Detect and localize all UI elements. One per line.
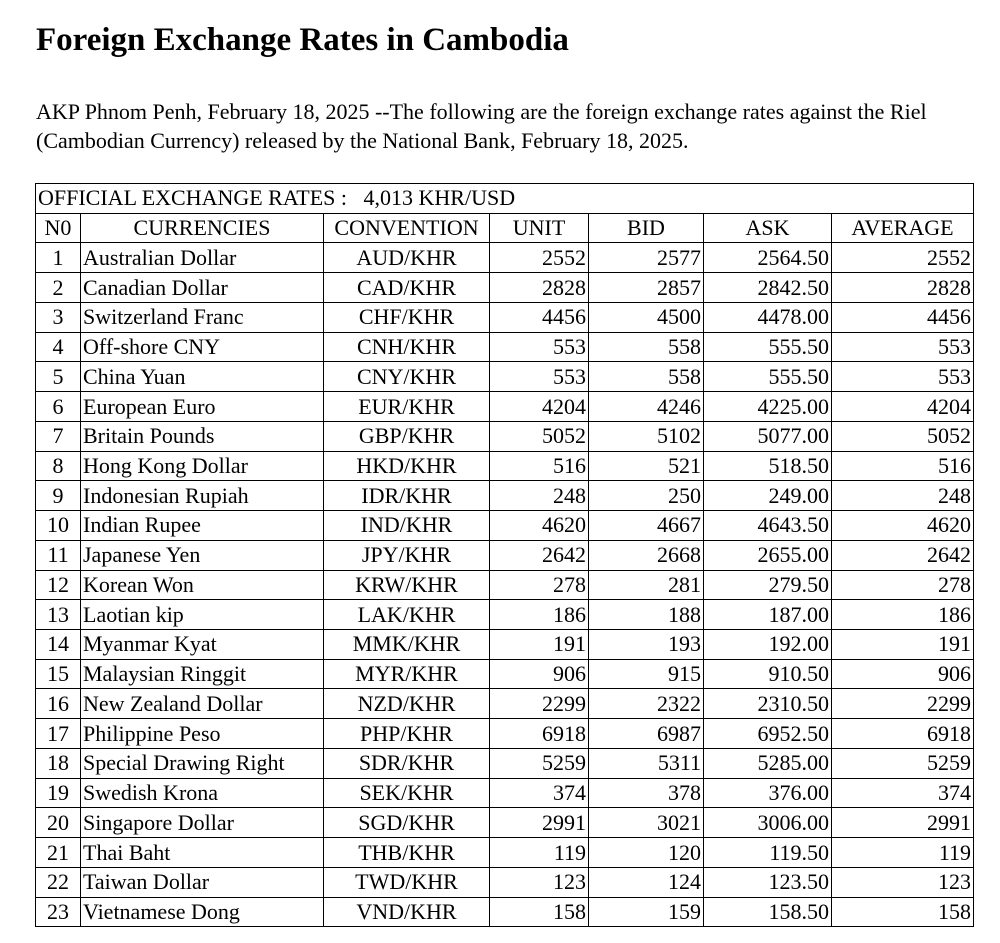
header-no: N0 (36, 213, 81, 243)
table-row (36, 273, 974, 303)
row-number: 9 (36, 481, 81, 511)
exchange-rates-table (35, 183, 974, 927)
convention: LAK/KHR (324, 600, 490, 630)
row-number: 23 (36, 897, 81, 927)
currency-name: Philippine Peso (81, 719, 324, 749)
unit-value: 158 (490, 897, 589, 927)
table-row (36, 659, 974, 689)
unit-value: 5259 (490, 748, 589, 778)
ask-value: 158.50 (704, 897, 832, 927)
table-row (36, 600, 974, 630)
ask-value: 4643.50 (704, 511, 832, 541)
currency-name: Britain Pounds (81, 421, 324, 451)
average-value: 4204 (832, 392, 974, 422)
row-number: 6 (36, 392, 81, 422)
average-value: 4620 (832, 511, 974, 541)
table-row (36, 421, 974, 451)
convention: THB/KHR (324, 838, 490, 868)
average-value: 186 (832, 600, 974, 630)
average-value: 2552 (832, 243, 974, 273)
ask-value: 119.50 (704, 838, 832, 868)
currency-name: Myanmar Kyat (81, 630, 324, 660)
unit-value: 123 (490, 867, 589, 897)
unit-value: 2828 (490, 273, 589, 303)
convention: MYR/KHR (324, 659, 490, 689)
table-header-row (36, 213, 974, 243)
convention: CNH/KHR (324, 332, 490, 362)
table-row (36, 451, 974, 481)
currency-name: Special Drawing Right (81, 748, 324, 778)
table-row (36, 808, 974, 838)
ask-value: 910.50 (704, 659, 832, 689)
unit-value: 119 (490, 838, 589, 868)
header-currencies: CURRENCIES (81, 213, 324, 243)
currency-name: Hong Kong Dollar (81, 451, 324, 481)
unit-value: 248 (490, 481, 589, 511)
row-number: 21 (36, 838, 81, 868)
table-row (36, 719, 974, 749)
table-row (36, 867, 974, 897)
table-row (36, 332, 974, 362)
convention: TWD/KHR (324, 867, 490, 897)
currency-name: Indonesian Rupiah (81, 481, 324, 511)
unit-value: 4456 (490, 302, 589, 332)
table-row (36, 302, 974, 332)
table-row (36, 392, 974, 422)
bid-value: 120 (589, 838, 704, 868)
official-rate-row (36, 184, 974, 214)
ask-value: 2655.00 (704, 540, 832, 570)
unit-value: 191 (490, 630, 589, 660)
bid-value: 5102 (589, 421, 704, 451)
table-row (36, 243, 974, 273)
row-number: 10 (36, 511, 81, 541)
row-number: 22 (36, 867, 81, 897)
bid-value: 193 (589, 630, 704, 660)
convention: VND/KHR (324, 897, 490, 927)
unit-value: 374 (490, 778, 589, 808)
row-number: 4 (36, 332, 81, 362)
row-number: 14 (36, 630, 81, 660)
currency-name: Korean Won (81, 570, 324, 600)
convention: IND/KHR (324, 511, 490, 541)
row-number: 11 (36, 540, 81, 570)
row-number: 15 (36, 659, 81, 689)
unit-value: 2552 (490, 243, 589, 273)
unit-value: 2642 (490, 540, 589, 570)
bid-value: 250 (589, 481, 704, 511)
bid-value: 2857 (589, 273, 704, 303)
ask-value: 3006.00 (704, 808, 832, 838)
unit-value: 278 (490, 570, 589, 600)
bid-value: 124 (589, 867, 704, 897)
ask-value: 123.50 (704, 867, 832, 897)
header-average: AVERAGE (832, 213, 974, 243)
ask-value: 249.00 (704, 481, 832, 511)
currency-name: Vietnamese Dong (81, 897, 324, 927)
bid-value: 2668 (589, 540, 704, 570)
bid-value: 3021 (589, 808, 704, 838)
unit-value: 4620 (490, 511, 589, 541)
average-value: 2299 (832, 689, 974, 719)
row-number: 18 (36, 748, 81, 778)
convention: EUR/KHR (324, 392, 490, 422)
table-row (36, 362, 974, 392)
convention: SDR/KHR (324, 748, 490, 778)
convention: SEK/KHR (324, 778, 490, 808)
currency-name: Laotian kip (81, 600, 324, 630)
unit-value: 6918 (490, 719, 589, 749)
table-row (36, 481, 974, 511)
average-value: 248 (832, 481, 974, 511)
bid-value: 281 (589, 570, 704, 600)
unit-value: 2299 (490, 689, 589, 719)
convention: NZD/KHR (324, 689, 490, 719)
average-value: 2642 (832, 540, 974, 570)
average-value: 4456 (832, 302, 974, 332)
table-body (36, 184, 974, 927)
ask-value: 376.00 (704, 778, 832, 808)
bid-value: 2577 (589, 243, 704, 273)
header-convention: CONVENTION (324, 213, 490, 243)
table-row (36, 511, 974, 541)
convention: SGD/KHR (324, 808, 490, 838)
convention: IDR/KHR (324, 481, 490, 511)
header-unit: UNIT (490, 213, 589, 243)
table-row (36, 838, 974, 868)
bid-value: 558 (589, 332, 704, 362)
average-value: 374 (832, 778, 974, 808)
bid-value: 2322 (589, 689, 704, 719)
row-number: 13 (36, 600, 81, 630)
row-number: 16 (36, 689, 81, 719)
header-ask: ASK (704, 213, 832, 243)
bid-value: 4500 (589, 302, 704, 332)
bid-value: 159 (589, 897, 704, 927)
row-number: 7 (36, 421, 81, 451)
row-number: 5 (36, 362, 81, 392)
unit-value: 553 (490, 362, 589, 392)
currency-name: Australian Dollar (81, 243, 324, 273)
table-row (36, 778, 974, 808)
bid-value: 188 (589, 600, 704, 630)
currency-name: Malaysian Ringgit (81, 659, 324, 689)
convention: CNY/KHR (324, 362, 490, 392)
ask-value: 2564.50 (704, 243, 832, 273)
currency-name: Switzerland Franc (81, 302, 324, 332)
page-title: Foreign Exchange Rates in Cambodia (36, 22, 569, 58)
average-value: 191 (832, 630, 974, 660)
currency-name: Canadian Dollar (81, 273, 324, 303)
official-rate-text: OFFICIAL EXCHANGE RATES : 4,013 KHR/USD (36, 184, 974, 214)
table-row (36, 570, 974, 600)
average-value: 2828 (832, 273, 974, 303)
convention: CAD/KHR (324, 273, 490, 303)
table-row (36, 897, 974, 927)
ask-value: 2310.50 (704, 689, 832, 719)
bid-value: 6987 (589, 719, 704, 749)
ask-value: 555.50 (704, 362, 832, 392)
average-value: 906 (832, 659, 974, 689)
header-bid: BID (589, 213, 704, 243)
convention: CHF/KHR (324, 302, 490, 332)
ask-value: 192.00 (704, 630, 832, 660)
table-row (36, 748, 974, 778)
currency-name: Indian Rupee (81, 511, 324, 541)
intro-paragraph: AKP Phnom Penh, February 18, 2025 --The following are the foreign exchange rates against the Riel (Cambodian Currency) released by the National Bank, February 18, 2025. (36, 99, 927, 153)
table-row (36, 689, 974, 719)
convention: AUD/KHR (324, 243, 490, 273)
currency-name: Japanese Yen (81, 540, 324, 570)
average-value: 516 (832, 451, 974, 481)
row-number: 12 (36, 570, 81, 600)
bid-value: 5311 (589, 748, 704, 778)
currency-name: Swedish Krona (81, 778, 324, 808)
row-number: 17 (36, 719, 81, 749)
ask-value: 187.00 (704, 600, 832, 630)
convention: PHP/KHR (324, 719, 490, 749)
average-value: 5052 (832, 421, 974, 451)
currency-name: Singapore Dollar (81, 808, 324, 838)
table-row (36, 540, 974, 570)
row-number: 1 (36, 243, 81, 273)
unit-value: 906 (490, 659, 589, 689)
average-value: 553 (832, 362, 974, 392)
row-number: 20 (36, 808, 81, 838)
ask-value: 4225.00 (704, 392, 832, 422)
table-row (36, 630, 974, 660)
ask-value: 4478.00 (704, 302, 832, 332)
ask-value: 518.50 (704, 451, 832, 481)
bid-value: 4246 (589, 392, 704, 422)
currency-name: European Euro (81, 392, 324, 422)
ask-value: 6952.50 (704, 719, 832, 749)
unit-value: 5052 (490, 421, 589, 451)
convention: GBP/KHR (324, 421, 490, 451)
row-number: 19 (36, 778, 81, 808)
ask-value: 555.50 (704, 332, 832, 362)
unit-value: 2991 (490, 808, 589, 838)
average-value: 158 (832, 897, 974, 927)
bid-value: 4667 (589, 511, 704, 541)
currency-name: New Zealand Dollar (81, 689, 324, 719)
bid-value: 521 (589, 451, 704, 481)
average-value: 6918 (832, 719, 974, 749)
convention: MMK/KHR (324, 630, 490, 660)
row-number: 3 (36, 302, 81, 332)
average-value: 119 (832, 838, 974, 868)
currency-name: Thai Baht (81, 838, 324, 868)
unit-value: 553 (490, 332, 589, 362)
average-value: 5259 (832, 748, 974, 778)
currency-name: Off-shore CNY (81, 332, 324, 362)
bid-value: 378 (589, 778, 704, 808)
unit-value: 186 (490, 600, 589, 630)
currency-name: Taiwan Dollar (81, 867, 324, 897)
average-value: 278 (832, 570, 974, 600)
unit-value: 4204 (490, 392, 589, 422)
average-value: 2991 (832, 808, 974, 838)
bid-value: 558 (589, 362, 704, 392)
row-number: 8 (36, 451, 81, 481)
bid-value: 915 (589, 659, 704, 689)
average-value: 123 (832, 867, 974, 897)
convention: KRW/KHR (324, 570, 490, 600)
currency-name: China Yuan (81, 362, 324, 392)
ask-value: 5077.00 (704, 421, 832, 451)
ask-value: 2842.50 (704, 273, 832, 303)
ask-value: 5285.00 (704, 748, 832, 778)
convention: HKD/KHR (324, 451, 490, 481)
convention: JPY/KHR (324, 540, 490, 570)
ask-value: 279.50 (704, 570, 832, 600)
row-number: 2 (36, 273, 81, 303)
average-value: 553 (832, 332, 974, 362)
unit-value: 516 (490, 451, 589, 481)
